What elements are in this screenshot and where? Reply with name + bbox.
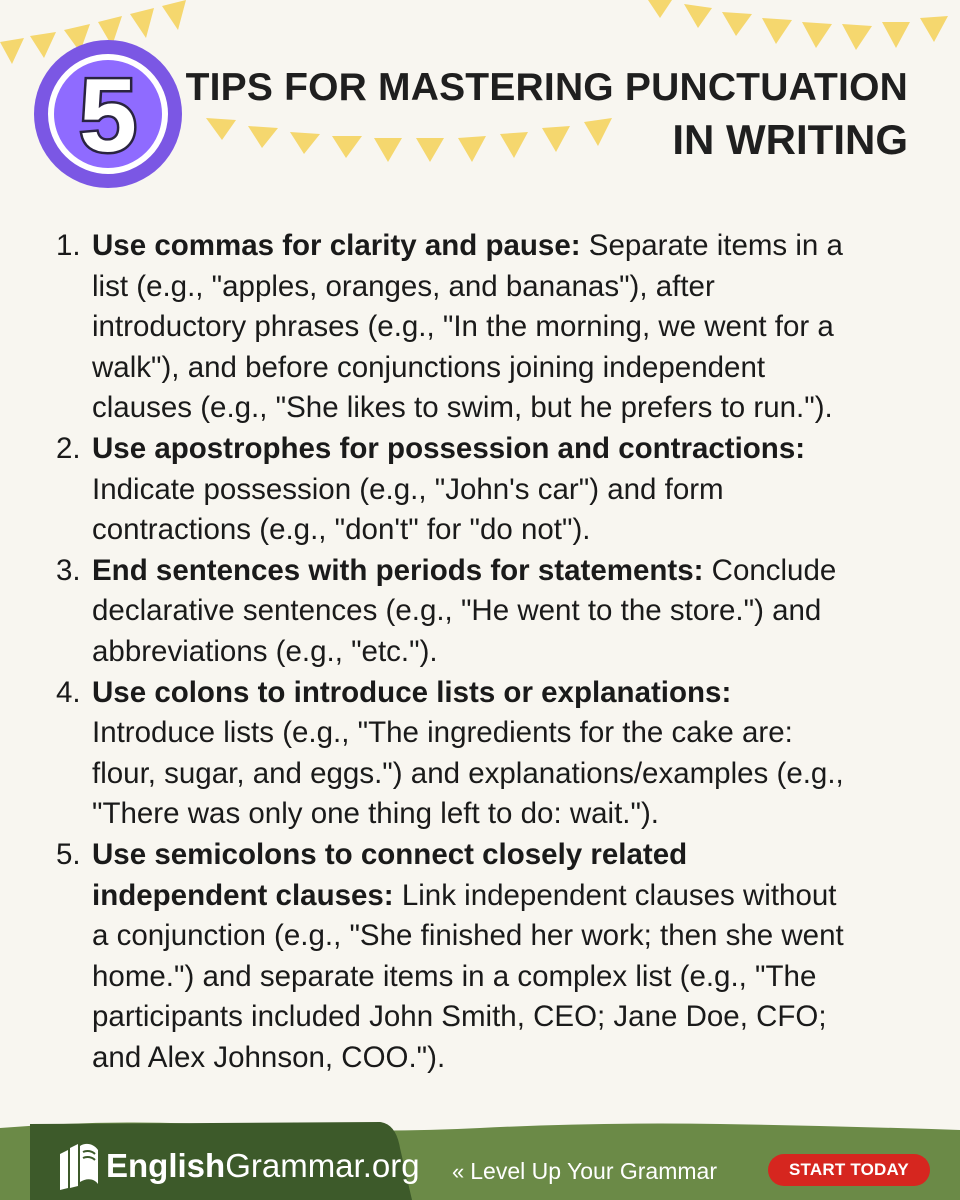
tip-line: flour, sugar, and eggs.") and explanations/examples (e.g., [92,756,844,790]
bunting-flags-center [206,118,612,162]
tip-line: declarative sentences (e.g., "He went to the store.") and [92,594,822,628]
slogan-text: Level Up Your Grammar [470,1158,717,1184]
brand-name-regular: Grammar.org [225,1147,420,1184]
tip-line: home.") and separate items in a complex list (e.g., "The [92,959,817,993]
brand-name-bold: English [106,1147,226,1184]
tip-item [56,673,924,835]
tip-heading: Use colons to introduce lists or explanations: [92,675,732,709]
tip-number: 3. [56,553,81,587]
tip-number: 1. [56,229,81,262]
tip-item [56,429,924,551]
tip-number: 2. [56,431,81,465]
books-logo-icon [56,1140,100,1192]
tip-line: Indicate possession (e.g., "John's car") and form [92,472,724,506]
tips-list [56,226,924,1078]
tip-body [92,835,924,1079]
tip-text: Link independent clauses without [401,878,837,912]
tip-heading-part1: Use semicolons to connect closely related [92,837,688,871]
tip-line [92,429,924,470]
tip-line: walk"), and before conjunctions joining independent [92,350,766,384]
tip-line [92,551,924,592]
tip-line [92,226,924,267]
double-chevron-left-icon: « [452,1158,465,1184]
tip-line: a conjunction (e.g., "She finished her work; then she went [92,919,844,953]
tip-line [92,835,924,876]
tip-number: 4. [56,675,81,709]
footer-slogan [452,1158,717,1185]
tip-line: contractions (e.g., "don't" for "do not"). [92,513,591,547]
tip-line [92,876,924,917]
tip-line: abbreviations (e.g., "etc."). [92,634,438,668]
tip-line: introductory phrases (e.g., "In the morning, we went for a [92,310,834,344]
tip-heading: Use apostrophes for possession and contractions: [92,431,806,465]
page-title-line1: TIPS FOR MASTERING PUNCTUATION [185,66,908,109]
tip-heading: End sentences with periods for statements: [92,553,704,587]
tip-line: list (e.g., "apples, oranges, and bananas"), after [92,269,715,303]
tip-item [56,835,924,1079]
brand-logo-link[interactable] [56,1136,420,1196]
tip-heading-part2: independent clauses: [92,878,394,912]
bunting-flags-right [648,0,948,50]
tip-line: participants included John Smith, CEO; Jane Doe, CFO; [92,1000,827,1034]
tip-body [92,673,924,835]
tip-line: and Alex Johnson, COO."). [92,1040,446,1074]
page-title-line2: IN WRITING [672,116,908,163]
number-badge-inner [48,54,168,174]
tip-line: clauses (e.g., "She likes to swim, but he prefers to run."). [92,391,833,425]
tip-body [92,551,924,673]
tip-number: 5. [56,837,81,871]
tip-body [92,226,924,429]
number-badge [34,40,182,188]
tip-text: Separate items in a [588,229,843,262]
tip-item [56,226,924,429]
tip-heading: Use commas for clarity and pause: [92,229,581,262]
tip-text: Conclude [711,553,837,587]
start-today-button[interactable]: START TODAY [768,1154,930,1186]
badge-number: 5 [79,58,137,174]
tip-line [92,673,924,714]
tip-body [92,429,924,551]
tip-line: "There was only one thing left to do: wait."). [92,797,659,831]
tip-line: Introduce lists (e.g., "The ingredients for the cake are: [92,716,793,750]
tip-item [56,551,924,673]
